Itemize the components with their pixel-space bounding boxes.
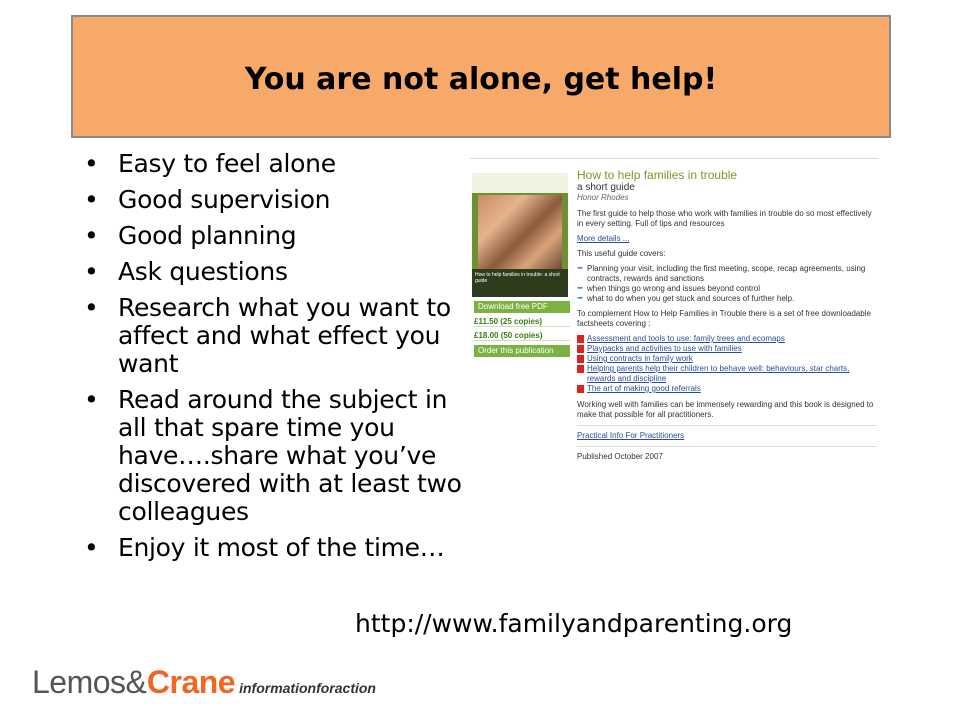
publication-details xyxy=(577,169,877,467)
covers-label: This useful guide covers: xyxy=(577,249,666,258)
cover-photo xyxy=(478,195,562,269)
publication-subtitle: a short guide xyxy=(577,182,635,193)
publication-intro: The first guide to help those who work with families in trouble do so most effectively in every setting. Full of tips and resources xyxy=(577,209,872,228)
cover-header xyxy=(472,173,568,193)
bullet-text: Research what you want to affect and what effect you want xyxy=(118,293,451,378)
bullet-item xyxy=(84,386,469,526)
divider xyxy=(577,446,877,447)
publication-author: Honor Rhodes xyxy=(577,193,629,202)
title-banner xyxy=(71,15,891,138)
published-date: Published October 2007 xyxy=(577,452,663,461)
factsheet-link[interactable]: Playpacks and activities to use with families xyxy=(587,344,742,353)
pdf-icon xyxy=(577,345,584,353)
download-pdf-button[interactable]: Download free PDF xyxy=(474,301,570,313)
bullet-text: Ask questions xyxy=(118,257,288,286)
divider xyxy=(577,425,877,426)
bullet-dot: • xyxy=(84,293,99,322)
pdf-icon xyxy=(577,335,584,343)
bullet-dot: • xyxy=(84,533,99,562)
series-link[interactable]: Practical Info For Practitioners xyxy=(577,431,685,440)
more-details-link[interactable]: More details ... xyxy=(577,234,630,243)
logo-ampersand: & xyxy=(125,664,147,700)
closing-text: Working well with families can be immensely rewarding and this book is designed to make that possible for all practitioners. xyxy=(577,400,874,419)
complement-text: To complement How to Help Families in Trouble there is a set of free downloadable factsheets covering : xyxy=(577,309,871,328)
covers-item: ➡ Planning your visit, including the first meeting, scope, recap agreements, using contracts, rewards and sanctions xyxy=(577,264,877,284)
cover-title: How to help families in trouble: a short guide xyxy=(472,269,568,297)
publication-title: How to help families in trouble xyxy=(577,168,738,182)
bullet-item xyxy=(84,150,469,178)
bullet-item xyxy=(84,294,469,378)
logo-lemos: Lemos xyxy=(32,664,126,700)
covers-item: ➡ what to do when you get stuck and sources of further help. xyxy=(577,294,877,304)
factsheet-link[interactable]: Assessment and tools to use: family trees and ecomaps xyxy=(587,334,785,343)
pdf-icon xyxy=(577,355,584,363)
logo-crane: Crane xyxy=(146,664,236,700)
bullet-dot: • xyxy=(84,149,99,178)
factsheet-list xyxy=(577,334,877,394)
bullet-text: Enjoy it most of the time… xyxy=(118,533,445,562)
bullet-dot: • xyxy=(84,257,99,286)
book-cover xyxy=(472,173,568,297)
bullet-text: Good planning xyxy=(118,221,297,250)
logo-tagline: informationforaction xyxy=(239,680,376,696)
bullet-dot: • xyxy=(84,385,99,414)
bullet-text: Easy to feel alone xyxy=(118,149,336,178)
covers-item: ➡ when things go wrong and issues beyond control xyxy=(577,284,877,294)
covers-list xyxy=(577,264,877,304)
bullet-text: Read around the subject in all that spare time you have….share what you’ve discovered with at least two colleagues xyxy=(118,385,462,526)
bullet-item xyxy=(84,222,469,250)
publication-screenshot xyxy=(470,158,878,461)
bullet-item xyxy=(84,186,469,214)
bullet-list xyxy=(84,150,469,570)
price-25: £11.50 (25 copies) xyxy=(474,317,570,327)
factsheet-link[interactable]: The art of making good referrals xyxy=(587,384,701,393)
bullet-dot: • xyxy=(84,185,99,214)
order-publication-button[interactable]: Order this publication xyxy=(474,345,570,357)
publication-sidebar xyxy=(472,165,572,355)
factsheet-link[interactable]: Using contracts in family work xyxy=(587,354,693,363)
factsheet-link[interactable]: Helping parents help their children to behave well: behaviours, star charts, rewards and discipline xyxy=(587,364,850,383)
lemos-crane-logo xyxy=(32,664,376,704)
pdf-icon xyxy=(577,365,584,373)
bullet-item xyxy=(84,534,469,562)
price-50: £18.00 (50 copies) xyxy=(474,331,570,341)
pdf-icon xyxy=(577,385,584,393)
slide-title: You are not alone, get help! xyxy=(244,62,718,97)
bullet-dot: • xyxy=(84,221,99,250)
bullet-text: Good supervision xyxy=(118,185,331,214)
website-url[interactable]: http://www.familyandparenting.org xyxy=(355,609,793,638)
bullet-item xyxy=(84,258,469,286)
